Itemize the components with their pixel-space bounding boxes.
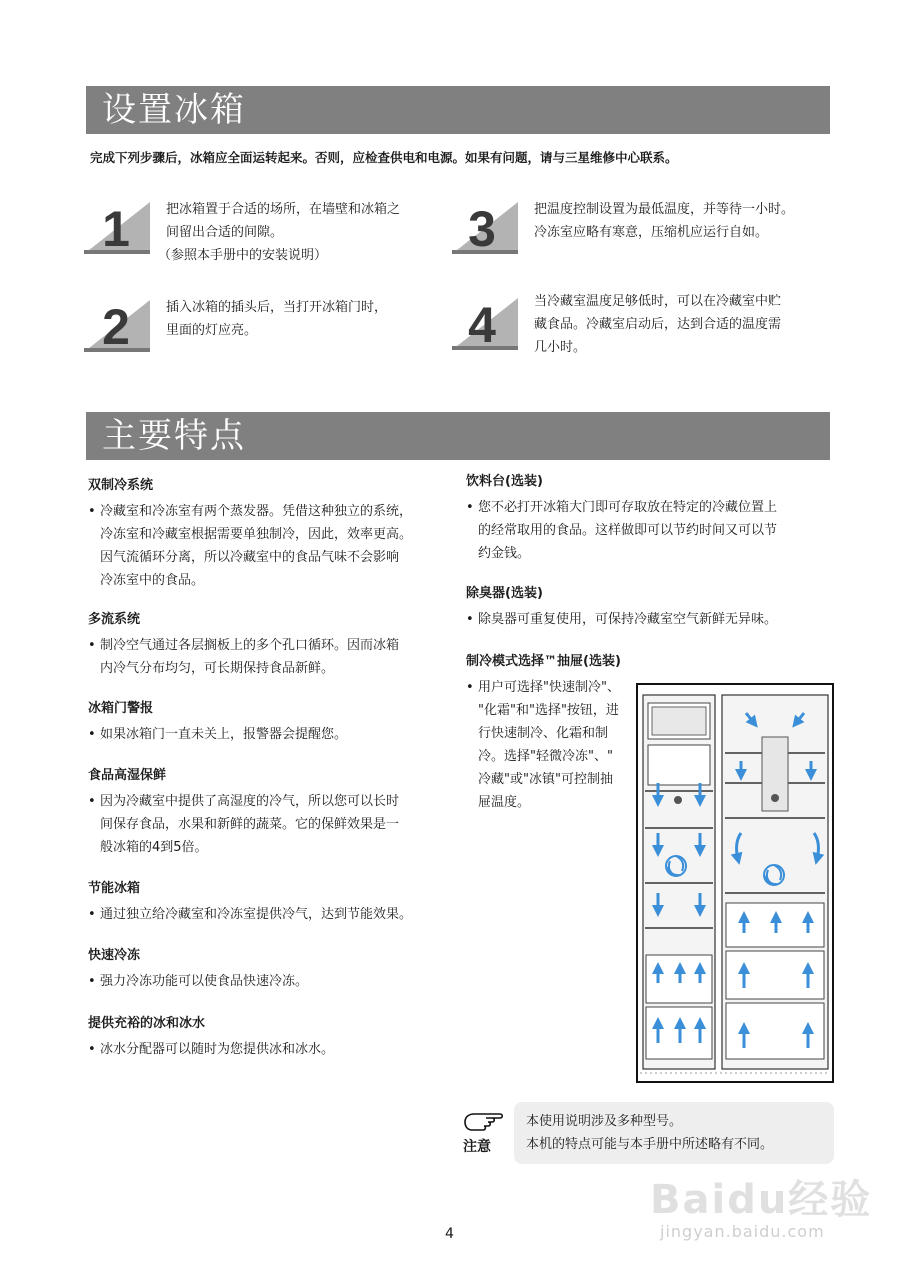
feature-title: 冰箱门警报 bbox=[88, 701, 154, 716]
feature-title: 除臭器(选装) bbox=[466, 586, 543, 601]
note-line: 本机的特点可能与本手册中所述略有不同。 bbox=[526, 1137, 774, 1152]
feature-cool-select-drawer bbox=[466, 650, 621, 814]
step-line: 插入冰箱的插头后，当打开冰箱门时， bbox=[166, 300, 388, 315]
feature-dual-cooling bbox=[88, 474, 412, 592]
feature-bullet: • 通过独立给冷藏室和冷冻室提供冷气，达到节能效果。 bbox=[88, 903, 412, 926]
feature-humidity bbox=[88, 764, 399, 859]
feature-bullet: • 冰水分配器可以随时为您提供冰和冰水。 bbox=[88, 1038, 334, 1061]
page-number: 4 bbox=[445, 1226, 454, 1242]
intro-text: 完成下列步骤后，冰箱应全面运转起来。否则，应检查供电和电源。如果有问题，请与三星维修中心联系。 bbox=[90, 150, 678, 165]
step-number-graphic bbox=[84, 198, 150, 254]
feature-bullet: • 强力冷冻功能可以使食品快速冷冻。 bbox=[88, 970, 308, 993]
note-box bbox=[514, 1102, 834, 1164]
feature-title: 快速冷冻 bbox=[88, 948, 141, 963]
feature-drink-bar bbox=[466, 470, 777, 565]
pointing-hand-icon bbox=[462, 1108, 506, 1134]
feature-bullet: • 用户可选择"快速制冷"、 "化霜"和"选择"按钮，进 行快速制冷、化霜和制 冷。选择"轻微冷冻"、" 冷藏"或"冰镇"可控制抽 屉温度。 bbox=[466, 676, 621, 814]
step-line: 把冰箱置于合适的场所，在墙壁和冰箱之 bbox=[166, 202, 401, 217]
watermark-brand: Baidu经验 bbox=[650, 1177, 873, 1223]
step-number-graphic bbox=[452, 294, 518, 350]
step-line: （参照本手册中的安装说明） bbox=[158, 248, 328, 263]
feature-bullet: • 因为冷藏室中提供了高湿度的冷气，所以您可以长时 间保存食品，水果和新鲜的蔬菜。它的保鲜效果是一 般冰箱的4到5倍。 bbox=[88, 790, 399, 859]
step-line: 当冷藏室温度足够低时，可以在冷藏室中贮 bbox=[534, 294, 782, 309]
step-number-graphic bbox=[452, 198, 518, 254]
step-number: 1 bbox=[102, 201, 130, 254]
step-line: 冷冻室应略有寒意，压缩机应运行自如。 bbox=[534, 225, 769, 240]
feature-bullet: • 除臭器可重复使用，可保持冷藏室空气新鲜无异味。 bbox=[466, 608, 777, 631]
feature-bullet: • 如果冰箱门一直未关上，报警器会提醒您。 bbox=[88, 723, 347, 746]
note-label: 注意 bbox=[463, 1139, 491, 1155]
feature-title: 双制冷系统 bbox=[88, 478, 154, 493]
step-number-graphic bbox=[84, 296, 150, 352]
feature-bullet: • 制冷空气通过各层搁板上的多个孔口循环。因而冰箱 内冷气分布均匀，可长期保持食品新鲜。 bbox=[88, 634, 399, 680]
feature-deodorizer bbox=[466, 582, 777, 631]
refrigerator-airflow-diagram bbox=[636, 683, 834, 1083]
step-text bbox=[158, 198, 456, 267]
section-title-features: 主要特点 bbox=[86, 412, 830, 460]
feature-title: 制冷模式选择™抽屉(选装) bbox=[466, 654, 621, 669]
feature-energy-saving bbox=[88, 877, 412, 926]
step-line: 几小时。 bbox=[534, 340, 587, 355]
feature-door-alarm bbox=[88, 697, 347, 746]
step-text bbox=[166, 296, 456, 342]
feature-ice-water bbox=[88, 1012, 334, 1061]
feature-title: 提供充裕的冰和冰水 bbox=[88, 1016, 206, 1031]
step-number: 3 bbox=[468, 201, 496, 254]
section-title-setup: 设置冰箱 bbox=[86, 86, 830, 134]
watermark-url: jingyan.baidu.com bbox=[660, 1222, 825, 1241]
feature-title: 多流系统 bbox=[88, 612, 141, 627]
step-line: 藏食品。冷藏室启动后，达到合适的温度需 bbox=[534, 317, 782, 332]
feature-bullet: • 冷藏室和冷冻室有两个蒸发器。凭借这种独立的系统， 冷冻室和冷藏室根据需要单独制冷，因此，效率更高。 因气流循环分离，所以冷藏室中的食品气味不会影响 冷冻室中的食品。 bbox=[88, 500, 412, 592]
feature-title: 饮料台(选装) bbox=[466, 474, 543, 489]
step-line: 把温度控制设置为最低温度，并等待一小时。 bbox=[534, 202, 795, 217]
feature-title: 节能冰箱 bbox=[88, 881, 141, 896]
feature-multi-flow bbox=[88, 608, 399, 680]
feature-quick-freeze bbox=[88, 944, 308, 993]
step-line: 里面的灯应亮。 bbox=[166, 323, 258, 338]
step-number: 2 bbox=[102, 299, 130, 352]
feature-title: 食品高湿保鲜 bbox=[88, 768, 167, 783]
step-number: 4 bbox=[468, 297, 496, 350]
step-text bbox=[534, 290, 824, 359]
feature-bullet: • 您不必打开冰箱大门即可存取放在特定的冷藏位置上 的经常取用的食品。这样做即可以节约时间又可以节 约金钱。 bbox=[466, 496, 777, 565]
note-line: 本使用说明涉及多种型号。 bbox=[526, 1114, 683, 1129]
step-text bbox=[534, 198, 824, 244]
step-line: 间留出合适的间隙。 bbox=[166, 225, 284, 240]
